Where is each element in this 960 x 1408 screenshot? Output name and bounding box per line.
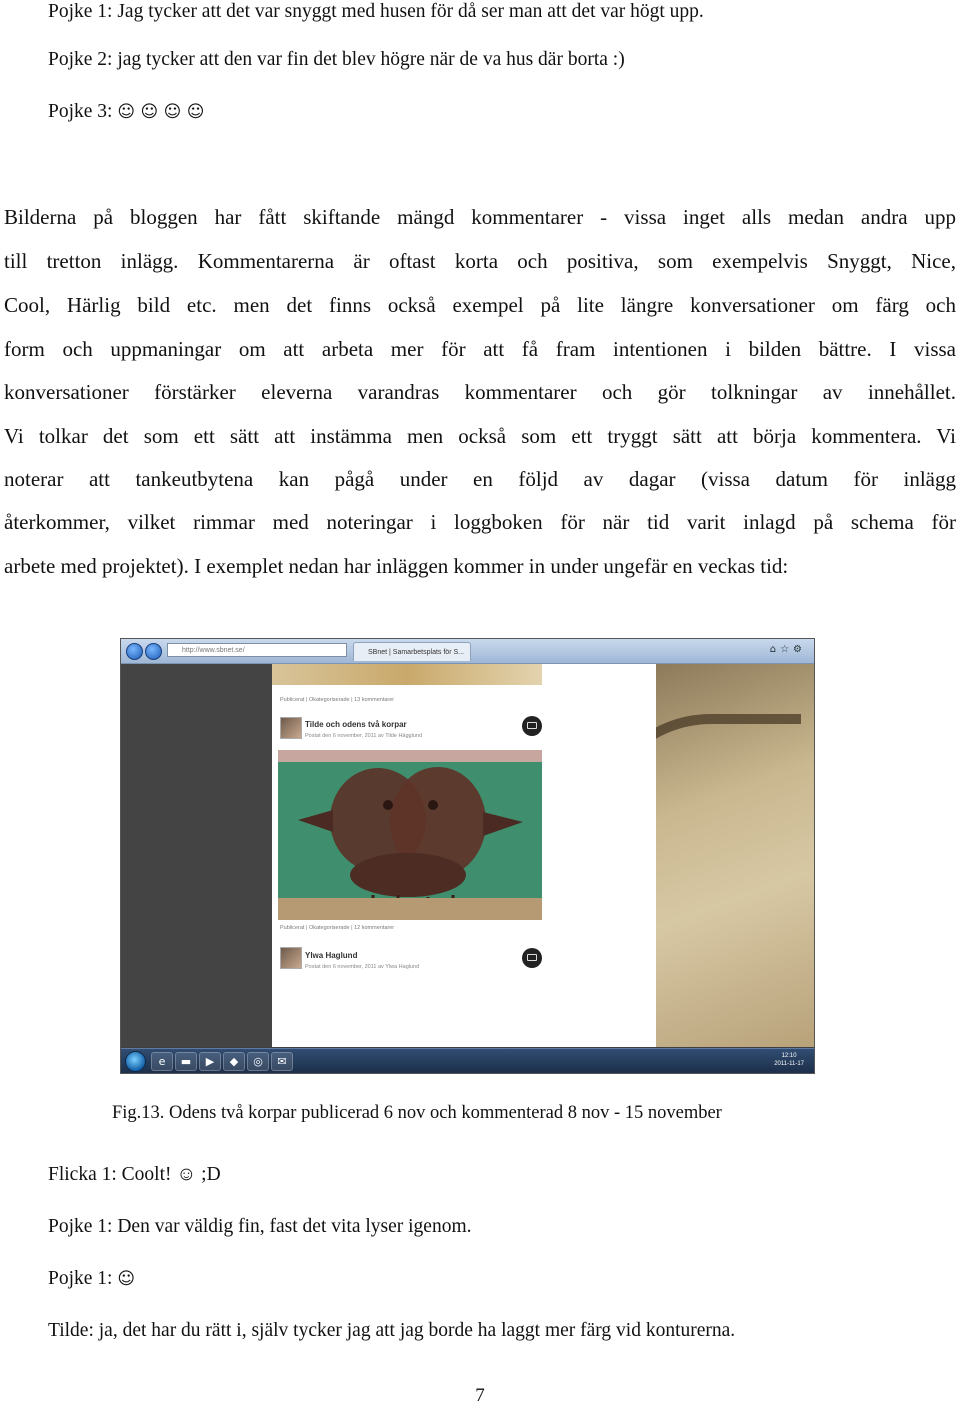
forward-icon: [145, 643, 162, 660]
paragraph-line: Cool, Härlig bild etc. men det finns också exempel på lite längre konversationer om färg och: [4, 293, 956, 317]
avatar: [280, 947, 302, 969]
blog-column: [272, 664, 656, 1047]
app-icon: ◆: [223, 1052, 245, 1071]
browser-icon: e: [151, 1052, 173, 1071]
speaker-label: Flicka 1:: [48, 1164, 117, 1185]
blog-header-strip: [272, 664, 542, 685]
camera-icon: [522, 716, 542, 736]
speaker-label: Pojke 1:: [48, 1268, 113, 1289]
app-icon: ✉: [271, 1052, 293, 1071]
camera-icon: [522, 948, 542, 968]
post-byline: Postat den 6 november, 2011 av Tilde Hägglund: [305, 733, 423, 739]
paragraph-line: arbete med projektet). I exemplet nedan har inläggen kommer in under ungefär en veckas tid:: [4, 554, 789, 578]
dialogue-text: Den var väldig fin, fast det vita lyser igenom.: [117, 1216, 472, 1237]
paragraph-line: Bilderna på bloggen har fått skiftande mängd kommentarer - vissa inget alls medan andra upp: [4, 205, 956, 229]
clock-date: 2011-11-17: [774, 1061, 804, 1067]
dialogue-line: [48, 48, 625, 72]
browser-toolbar: [121, 639, 814, 664]
paragraph-line: form och uppmaningar om att arbeta mer för att få fram intentionen i bilden bättre. I vissa: [4, 337, 956, 361]
paragraph-line: konversationer förstärker eleverna varandras kommentarer och gör tolkningar av innehållet.: [4, 380, 956, 404]
smiley-icon: ☺: [117, 1269, 136, 1289]
dialogue-line: [48, 1163, 221, 1187]
paragraph-line: noterar att tankeutbytena kan pågå under en följd av dagar (vissa datum för inlägg: [4, 467, 956, 491]
drawing-bottom-branch: [278, 898, 542, 920]
speaker-label: Pojke 1:: [48, 1216, 113, 1237]
start-button-icon: [125, 1051, 146, 1072]
dialogue-line: [48, 100, 204, 124]
speaker-label: Pojke 3:: [48, 101, 113, 122]
address-bar: http://www.sbnet.se/: [167, 643, 347, 657]
folder-icon: ▬: [175, 1052, 197, 1071]
system-clock: [774, 1052, 804, 1068]
paragraph-line: återkommer, vilket rimmar med noteringar i loggboken för när tid varit inlagd på schema för: [4, 510, 956, 534]
back-icon: [126, 643, 143, 660]
paragraph-line: Vi tolkar det som ett sätt att instämma men också som ett tryggt sätt att börja kommentera. Vi: [4, 424, 956, 448]
post-byline: Postat den 6 november, 2011 av Ylwa Haglund: [305, 964, 420, 970]
smiley-icons: ☺ ☺ ☺ ☺: [117, 102, 205, 122]
raven-drawing-image: [278, 750, 542, 920]
dialogue-text: ja, det har du rätt i, själv tycker jag att jag borde ha laggt mer färg vid konturerna.: [98, 1320, 736, 1341]
post-meta: Publicerat | Okategoriserade | 13 kommentarer: [280, 697, 395, 703]
paragraph-line: till tretton inlägg. Kommentarerna är oftast korta och positiva, som exempelvis Snyggt, Nice,: [4, 249, 956, 273]
post-title: Tilde och odens två korpar: [305, 720, 407, 729]
post-title: Ylwa Haglund: [305, 951, 358, 960]
dialogue-text: Coolt! ☺ ;D: [121, 1164, 221, 1185]
dialogue-line: [48, 0, 704, 24]
speaker-label: Tilde:: [48, 1320, 94, 1341]
figure-caption: Fig.13. Odens två korpar publicerad 6 nov och kommenterad 8 nov - 15 november: [112, 1103, 722, 1123]
speaker-label: Pojke 1:: [48, 1, 113, 22]
ravens-illustration: [278, 750, 542, 920]
windows-taskbar: [121, 1048, 814, 1073]
dialogue-line: [48, 1319, 735, 1343]
clock-time: 12:10: [781, 1053, 797, 1059]
blog-screenshot-figure: [120, 638, 815, 1074]
avatar: [280, 717, 302, 739]
dialogue-line: [48, 1267, 135, 1291]
dialogue-text: Jag tycker att det var snyggt med husen för då ser man att det var högt upp.: [117, 1, 704, 22]
home-star-gear-icons: ⌂☆⚙: [769, 644, 806, 655]
browser-tab: SBnet | Samarbetsplats för S...: [353, 642, 471, 661]
browser-page: [121, 664, 814, 1047]
media-icon: ▶: [199, 1052, 221, 1071]
post-meta: Publicerat | Okategoriserade | 12 kommentarer: [280, 925, 395, 931]
page-number: 7: [475, 1385, 485, 1406]
app-icon: ◎: [247, 1052, 269, 1071]
dialogue-text: jag tycker att den var fin det blev högre när de va hus där borta :): [117, 49, 625, 70]
speaker-label: Pojke 2:: [48, 49, 113, 70]
dialogue-line: [48, 1215, 472, 1239]
